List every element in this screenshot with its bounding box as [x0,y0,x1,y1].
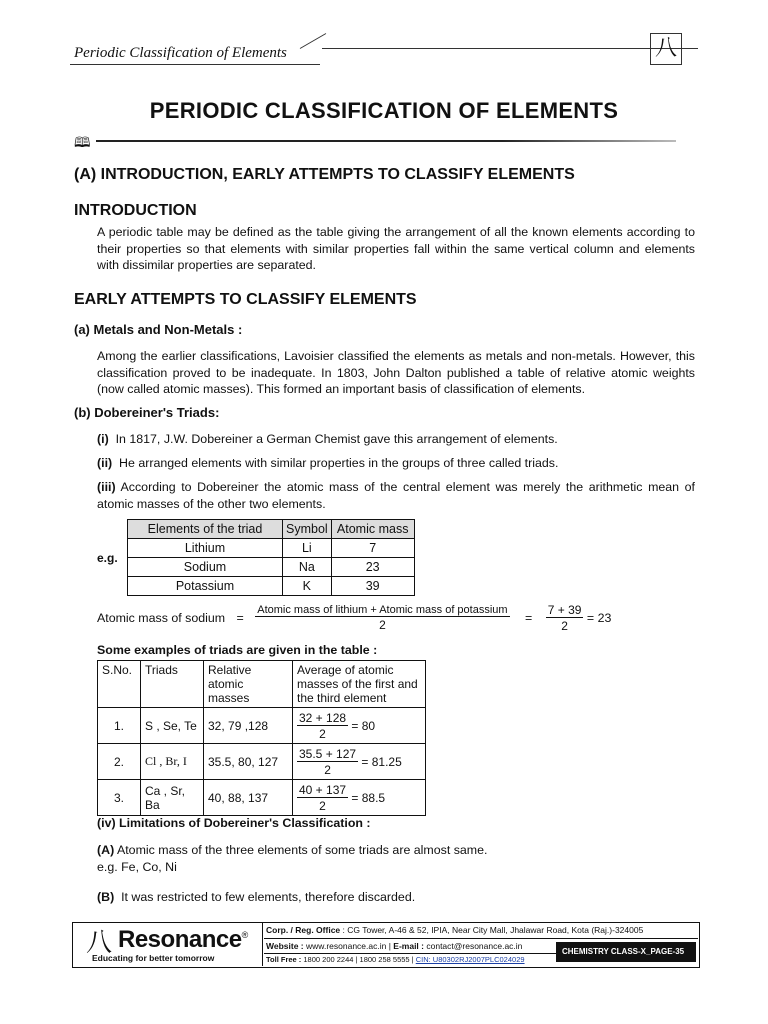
limitation-b: (B) It was restricted to few elements, therefore discarded. [97,890,416,904]
average-fraction: $\frac{32 + 128}{2}$ [299,710,347,741]
page-title: PERIODIC CLASSIFICATION OF ELEMENTS [149,98,619,123]
limitations-heading: (iv) Limitations of Dobereiner's Classification : [97,816,371,830]
footer-divider [262,922,263,966]
point-i: (i) In 1817, J.W. Dobereiner a German Chemist gave this arrangement of elements. [97,432,558,446]
table-row: Sodium Na 23 [128,558,415,577]
equation-fraction-2: $\frac{7 + 39}{2}$ [547,603,582,633]
triad-table [127,519,415,596]
metals-paragraph: Among the earlier classifications, Lavoisier classified the elements as metals and non-metals. However, this classification proved to be inadequate. In 1803, John Dalton published a table of relative atomic weights (now called atomic masses). This formed an important basis of classification of elements. [97,349,695,396]
email-link[interactable]: contact@resonance.ac.in [426,941,523,951]
footer-contact: Website : www.resonance.ac.in | E-mail : contact@resonance.ac.in [266,941,523,951]
website-link[interactable]: www.resonance.ac.in [306,941,387,951]
footer-rule-2 [264,953,556,954]
resonance-logo-icon: 八 [86,928,113,958]
footer-tollfree: Toll Free : 1800 200 2244 | 1800 258 5555 | CIN: U80302RJ2007PLC024029 [266,955,525,964]
triad-table-header: Elements of the triad Symbol Atomic mass [128,520,415,539]
resonance-logo-icon: 八 [650,33,682,65]
title-rule [96,140,676,142]
table-row: 2. Cl , Br, I 35.5, 80, 127 $\frac{35.5 + 127}{2}$ = 81.25 [98,744,426,780]
section-a-heading: (A) INTRODUCTION, EARLY ATTEMPTS TO CLASSIFY ELEMENTS [74,166,575,183]
book-icon: 🕮 [74,134,91,150]
triads-heading: (b) Dobereiner's Triads: [74,405,220,420]
footer-rule [264,938,698,939]
limitation-a: (A) Atomic mass of the three elements of some triads are almost same. [97,843,488,857]
header-rule [70,64,320,65]
footer-office: Corp. / Reg. Office : CG Tower, A-46 & 52, IPIA, Near City Mall, Jhalawar Road, Kota (Raj.)-324005 [266,925,644,935]
table-row: 3. Ca , Sr, Ba 40, 88, 137 $\frac{40 + 137}{2}$ = 88.5 [98,780,426,816]
intro-heading: INTRODUCTION [74,202,197,219]
sodium-equation: Atomic mass of sodium = $\frac{\text{Atomic mass of lithium + Atomic mass of potassium}}{2}$ = $\frac{7 + 39}{2}$ = 23 [97,603,612,633]
triad-examples-header: S.No. Triads Relative atomic masses Average of atomic masses of the first and the third element [98,661,426,708]
metals-heading: (a) Metals and Non-Metals : [74,322,243,337]
average-fraction: $\frac{40 + 137}{2}$ [299,782,347,813]
average-fraction: $\frac{35.5 + 127}{2}$ [299,746,357,777]
running-title: Periodic Classification of Elements [74,45,287,61]
footer-tagline: Educating for better tomorrow [92,953,215,963]
equation-fraction: $\frac{\text{Atomic mass of lithium + Atomic mass of potassium}}{2}$ [257,604,508,632]
cin-link[interactable]: CIN: U80302RJ2007PLC024029 [415,955,525,964]
point-ii: (ii) He arranged elements with similar properties in the groups of three called triads. [97,456,559,470]
point-iii: (iii) According to Dobereiner the atomic mass of the central element was merely the arithmetic mean of atomic masses of the other two elements. [97,480,696,511]
header-rule-diagonal [300,33,326,49]
header-rule-right [322,48,698,49]
eg-label: e.g. [97,551,118,565]
early-attempts-heading: EARLY ATTEMPTS TO CLASSIFY ELEMENTS [74,291,417,308]
triad-examples-table [97,660,426,816]
intro-paragraph: A periodic table may be defined as the table giving the arrangement of all the known elements according to their properties so that elements with similar properties fall within the same vertical column and elements with dissimilar properties are separated. [97,225,695,272]
page-badge: CHEMISTRY CLASS-X_PAGE-35 [556,942,696,962]
footer-brand: Resonance® [118,926,248,953]
triad-examples-caption: Some examples of triads are given in the table : [97,643,378,657]
limitation-a-example: e.g. Fe, Co, Ni [97,860,177,874]
table-row: 1. S , Se, Te 32, 79 ,128 $\frac{32 + 128}{2}$ = 80 [98,708,426,744]
table-row: Lithium Li 7 [128,539,415,558]
table-row: Potassium K 39 [128,577,415,596]
